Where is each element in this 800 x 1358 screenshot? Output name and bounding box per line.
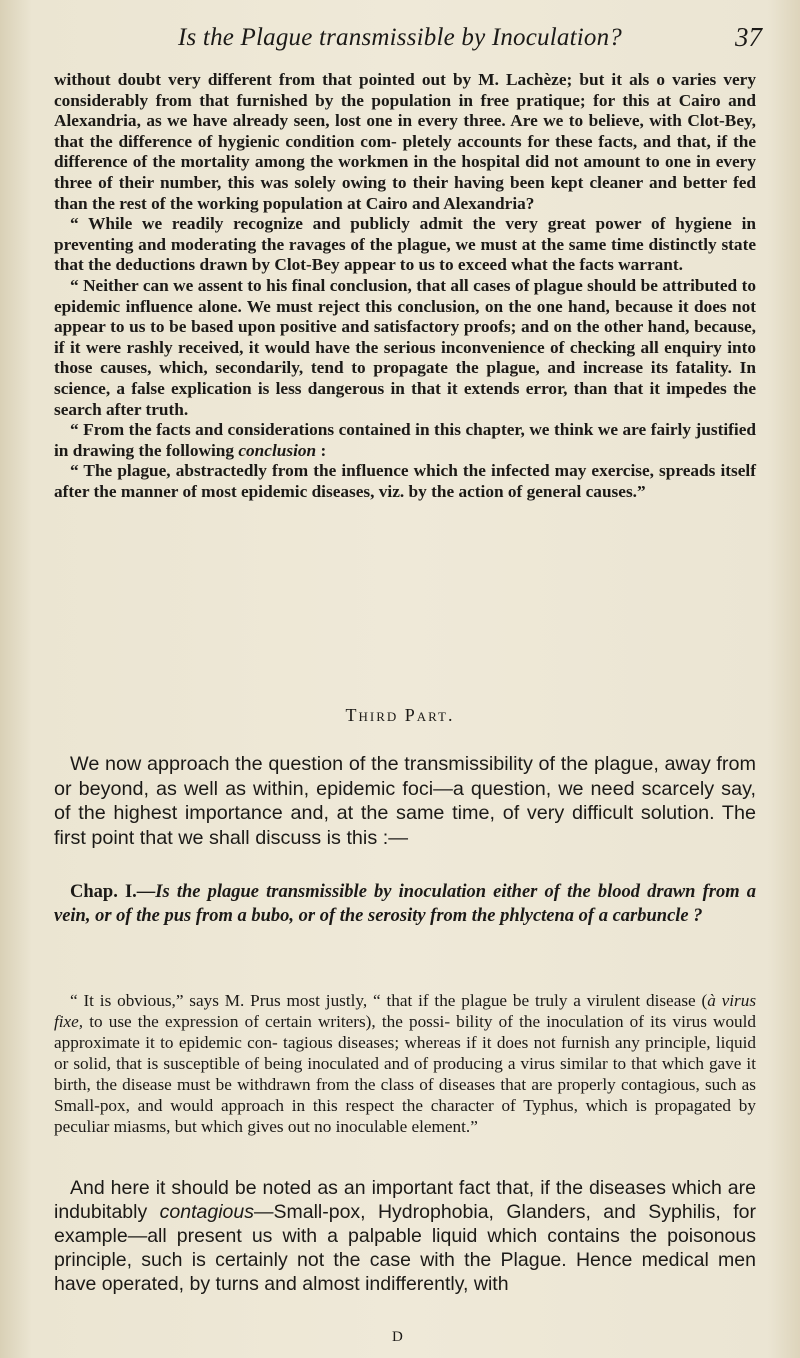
intro-paragraph (54, 752, 756, 850)
paragraph-5: “ The plague, abstractedly from the influence which the infected may exercise, spreads itself after the manner of most epidemic diseases, viz. by the action of general causes.” (54, 461, 756, 501)
quote-italic: à virus fixe, (54, 991, 757, 1031)
chapter-label: Chap. I.— (70, 882, 156, 902)
chapter-title: Is the plague transmissible by inoculation either of the blood drawn from a vein, or of the pus from a bubo, or of the serosity from the phlyctena of a carbuncle ? (54, 882, 757, 926)
body-text (54, 70, 756, 502)
paragraph-4-text: “ From the facts and considerations contained in this chapter, we think we are fairly justified in drawing the following (54, 420, 756, 460)
paragraph-1: without doubt very different from that pointed out by M. Lachèze; but it als o varies very considerably from that furnished by the population in free pratique; for this at Cairo and Alexandria, as we have already seen, lost one in every three. Are we to believe, with Clot-Bey, that the difference of hygienic condition com- pletely accounts for these facts, and that, if the difference of the mortality among the workmen in the hospital did not amount to one in every three of their number, this was solely owing to their having been kept cleaner and better fed than the rest of the working population at Cairo and Alexandria? (54, 70, 756, 213)
quote-part-b: to use the expression of certain writers), the possi- bility of the inoculation of its virus would approximate it to epidemic con- tagious diseases; whereas if it does not furnish any principle, liquid or solid, that is susceptible of being inoculated and of producing a virus similar to that which gave it birth, the disease must be withdrawn from the class of diseases that are properly contagious, such as Small-pox, and would approach in this respect the character of Typhus, which is propagated by peculiar miasms, but which gives out no inoculable element.” (54, 1012, 756, 1136)
chapter-heading (54, 880, 756, 928)
paragraph-4-italic: conclusion (238, 440, 317, 460)
closing-part-b: —Small-pox, Hydrophobia, Glanders, and Syphilis, for example—all present us with a palpable liquid which contains the poisonous principle, such is certainly not the case with the Plague. Hence medical men have operated, by turns and almost indifferently, with (54, 1201, 756, 1295)
quote-part-a: “ It is obvious,” says M. Prus most justly, “ that if the plague be truly a virulent disease ( (70, 991, 708, 1010)
section-heading: Third Part. (345, 705, 455, 725)
closing-italic: contagious (159, 1201, 254, 1223)
paragraph-3: “ Neither can we assent to his final conclusion, that all cases of plague should be attributed to epidemic influence alone. We must reject this conclusion, on the one hand, because it does not appear to us to be based upon positive and satisfactory proofs; and on the other hand, because, if it were rashly received, it would have the serious inconvenience of checking all enquiry into those causes, which, secondarily, tend to propagate the plague, and increase its fatality. In science, a false explication is less dangerous in that it extends error, than that it impedes the search after truth. (54, 275, 756, 419)
prus-quote (54, 990, 756, 1137)
closing-part-a: And here it should be noted as an important fact that, if the diseases which are indubitably (54, 1177, 756, 1223)
page-number: 37 (735, 22, 762, 52)
page-header (0, 20, 800, 60)
signature-mark: D (392, 1329, 403, 1345)
paragraph-4-end: : (316, 440, 327, 460)
paragraph-2: “ While we readily recognize and publicly admit the very great power of hygiene in preventing and moderating the ravages of the plague, we must at the same time distinctly state that the deductions drawn by Clot-Bey appear to us to exceed what the facts warrant. (54, 214, 756, 275)
closing-paragraph (54, 1176, 756, 1296)
intro-text: We now approach the question of the transmissibility of the plague, away from or beyond, as well as within, epidemic foci—a question, we need scarcely say, of the highest importance and, at the same time, of very difficult solution. The first point that we shall discuss is this :— (54, 753, 756, 849)
running-title: Is the Plague transmissible by Inoculation? (178, 24, 622, 51)
paragraph-4 (54, 420, 756, 461)
